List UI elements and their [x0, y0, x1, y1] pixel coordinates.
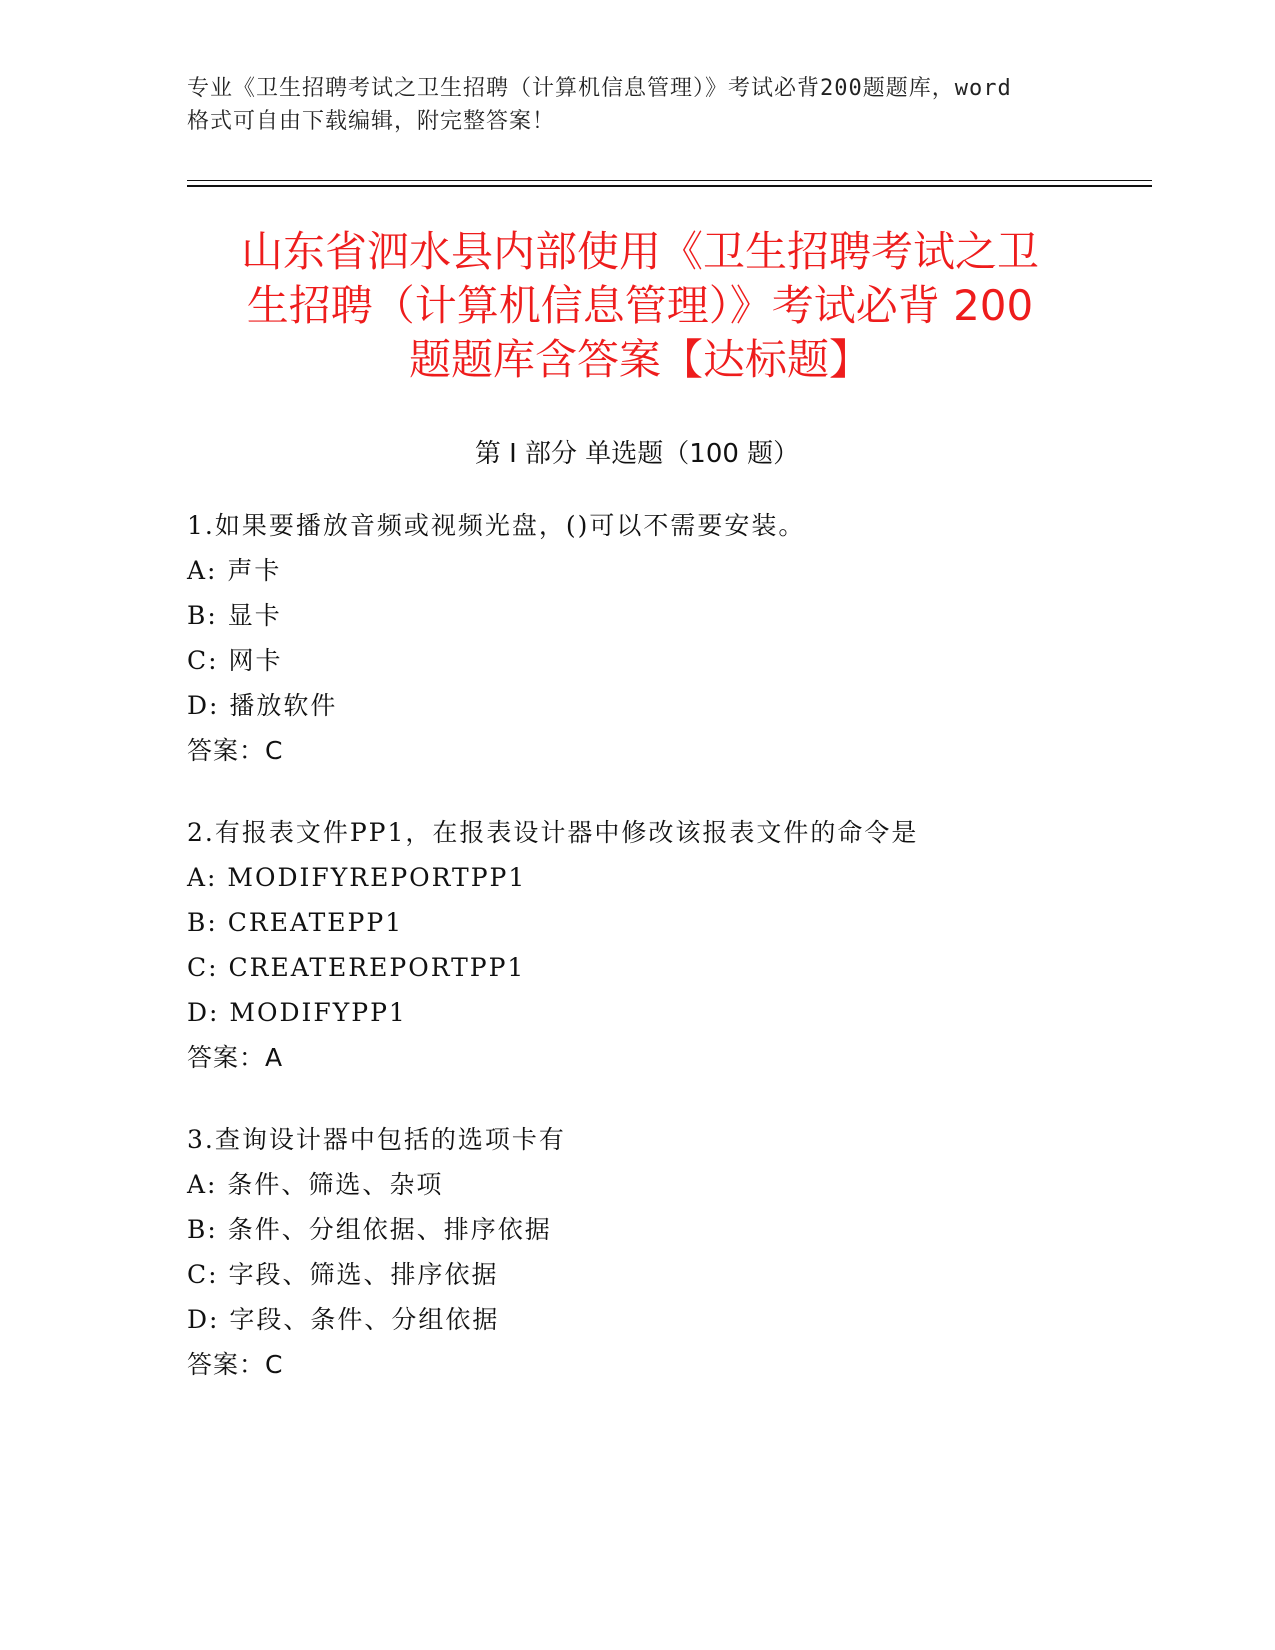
option-c: C: CREATEREPORTPP1	[187, 953, 526, 982]
option-b: B: CREATEPP1	[187, 908, 404, 937]
option-c: C: 字段、筛选、排序依据	[187, 1260, 499, 1289]
option-a: A: 声卡	[187, 556, 282, 585]
document-title-line-1: 山东省泗水县内部使用《卫生招聘考试之卫	[240, 227, 1039, 276]
header-note-line-1: 专业《卫生招聘考试之卫生招聘（计算机信息管理）》考试必背200题题库，word	[187, 76, 1012, 101]
question-stem: 2.有报表文件PP1，在报表设计器中修改该报表文件的命令是	[187, 818, 919, 847]
document-title-line-2: 生招聘（计算机信息管理）》考试必背 200	[246, 281, 1034, 330]
option-d: D: MODIFYPP1	[187, 998, 407, 1027]
option-a: A: 条件、筛选、杂项	[187, 1170, 444, 1199]
section-title: 第 I 部分 单选题（100 题）	[474, 439, 800, 469]
option-a: A: MODIFYREPORTPP1	[187, 863, 527, 892]
option-b: B: 条件、分组依据、排序依据	[187, 1215, 552, 1244]
option-c: C: 网卡	[187, 646, 283, 675]
question-2	[187, 810, 1152, 1080]
header-divider-thin	[187, 180, 1152, 181]
document-title	[190, 225, 1090, 387]
answer-line: 答案：A	[187, 1043, 284, 1072]
header-note-line-2: 格式可自由下载编辑，附完整答案！	[187, 109, 556, 134]
question-3	[187, 1117, 1152, 1387]
option-d: D: 播放软件	[187, 691, 338, 720]
header-divider-thick	[187, 185, 1152, 187]
answer-line: 答案：C	[187, 736, 284, 765]
question-1	[187, 503, 1152, 773]
answer-line: 答案：C	[187, 1350, 284, 1379]
header-note	[187, 72, 1087, 138]
option-b: B: 显卡	[187, 601, 282, 630]
question-stem: 1.如果要播放音频或视频光盘，()可以不需要安装。	[187, 511, 806, 540]
question-stem: 3.查询设计器中包括的选项卡有	[187, 1125, 566, 1154]
document-title-line-3: 题题库含答案【达标题】	[408, 335, 871, 384]
option-d: D: 字段、条件、分组依据	[187, 1305, 500, 1334]
